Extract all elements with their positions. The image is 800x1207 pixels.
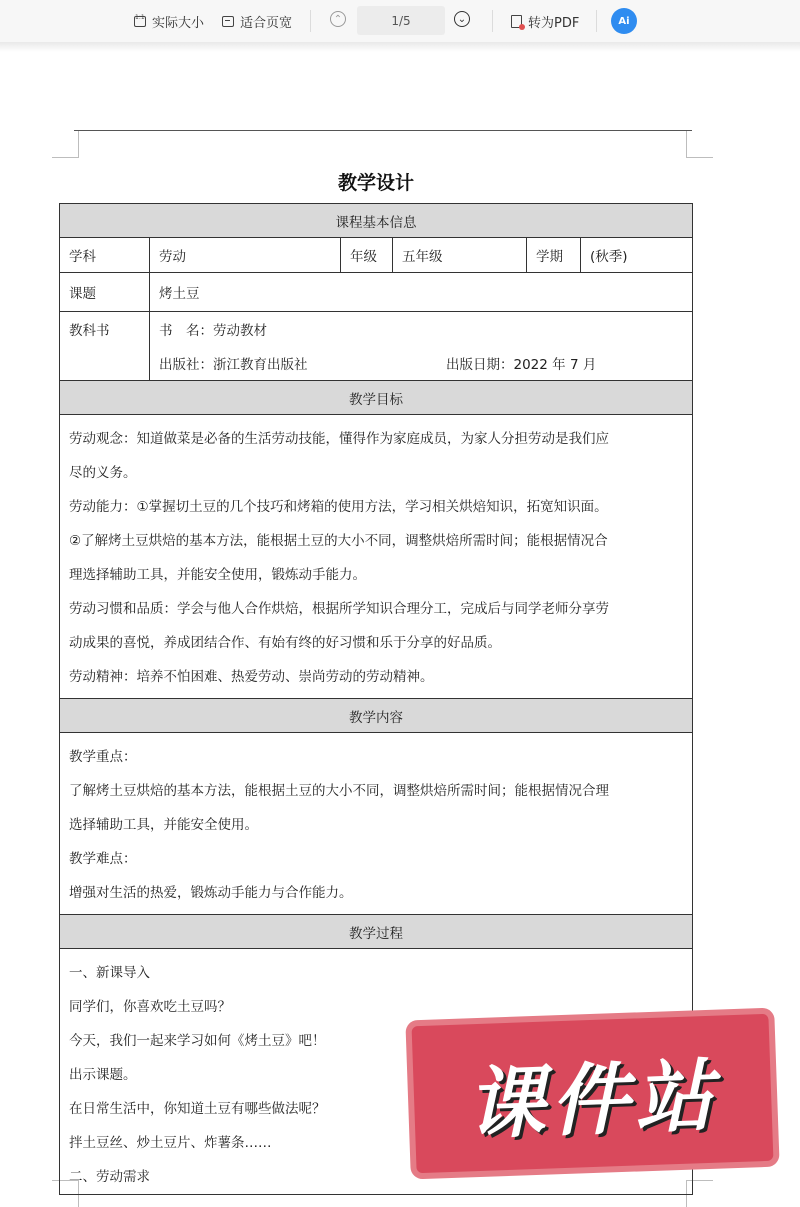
goals-line: 尽的义务。 [69,465,137,481]
section-header [60,699,692,733]
grade-label: 年级 [341,238,393,272]
convert-pdf-button[interactable] [511,10,579,32]
crop-mark [52,131,79,158]
page-shadow [0,42,800,52]
subject-value: 劳动 [150,238,341,272]
process-line: 拌土豆丝、炒土豆片、炸薯条…… [69,1135,272,1151]
topic-label: 课题 [60,273,150,311]
goals-line: 劳动能力：①掌握切土豆的几个技巧和烤箱的使用方法，学习相关烘焙知识，拓宽知识面。 [69,499,608,515]
grade-value: 五年级 [393,238,527,272]
content-line: 教学难点： [69,851,137,867]
toolbar-divider [310,10,311,32]
process-line: 在日常生活中，你知道土豆有哪些做法呢？ [69,1101,326,1117]
ai-icon: Ai [618,15,630,27]
topic-value: 烤土豆 [159,286,200,302]
content-line: 选择辅助工具，并能安全使用。 [69,817,258,833]
watermark-stamp [412,1014,774,1173]
goals-body [60,415,692,699]
prev-page-button[interactable] [330,11,346,27]
chevron-down-icon: ⌄ [457,13,467,25]
watermark-text: 课件站 [465,1051,721,1150]
basic-info-header: 课程基本信息 [335,214,417,231]
goals-line: 劳动习惯和品质：学会与他人合作烘焙，根据所学知识合理分工，完成后与同学老师分享劳 [69,601,609,617]
subject-label: 学科 [60,238,150,272]
chevron-up-icon: ⌃ [333,13,343,25]
process-line: 今天，我们一起来学习如何《烤土豆》吧！ [69,1033,326,1049]
pdf-icon [511,15,522,28]
goals-line: 劳动精神：培养不怕困难、热爱劳动、崇尚劳动的劳动精神。 [69,669,434,685]
next-page-button[interactable] [454,11,470,27]
page-indicator[interactable] [357,6,445,35]
goals-text [60,422,618,694]
content-line: 教学重点： [69,749,137,765]
process-text [60,956,335,1194]
table-row [60,312,692,381]
fit-width-button[interactable] [222,10,292,32]
crop-mark [686,131,713,158]
fit-width-label: 适合页宽 [240,15,293,31]
fit-width-icon [222,16,234,27]
ai-assistant-button[interactable] [611,8,637,34]
actual-size-label: 实际大小 [152,15,205,31]
process-line: 出示课题。 [69,1067,137,1083]
content-body [60,733,692,915]
goals-line: 动成果的喜悦，养成团结合作、有始有终的好习惯和乐于分享的好品质。 [69,635,501,651]
table-row [60,238,692,273]
section-header [60,381,692,415]
header-rule [74,130,692,131]
term-label: 学期 [527,238,581,272]
textbook-info [150,312,692,380]
table-row [60,273,692,312]
publisher-line [159,353,683,373]
goals-header: 教学目标 [349,391,403,408]
process-header: 教学过程 [349,925,403,942]
publisher: 出版社：浙江教育出版社 [159,357,308,373]
section-header [60,915,692,949]
document-title: 教学设计 [337,172,414,194]
toolbar-divider [492,10,493,32]
toolbar-divider [596,10,597,32]
content-line: 增强对生活的热爱，锻炼动手能力与合作能力。 [69,885,353,901]
process-line: 二、劳动需求 [69,1169,150,1185]
convert-pdf-label: 转为PDF [528,15,580,31]
process-line: 同学们，你喜欢吃土豆吗？ [69,999,231,1015]
content-header: 教学内容 [349,709,403,726]
viewer-toolbar [0,0,800,43]
goals-line: 理选择辅助工具，并能安全使用，锻炼动手能力。 [69,567,366,583]
page-number: 1/5 [391,13,411,28]
content-text [60,740,618,910]
actual-size-icon [134,16,146,27]
book-name: 书 名：劳动教材 [159,323,267,339]
actual-size-button[interactable] [134,10,204,32]
section-header [60,204,692,238]
goals-line: ②了解烤土豆烘焙的基本方法，能根据土豆的大小不同，调整烘焙所需时间；能根据情况合 [69,533,608,549]
term-value: (秋季) [590,249,628,265]
goals-line: 劳动观念：知道做菜是必备的生活劳动技能，懂得作为家庭成员，为家人分担劳动是我们应 [69,431,609,447]
content-line: 了解烤土豆烘焙的基本方法，能根据土豆的大小不同，调整烘焙所需时间；能根据情况合理 [69,783,609,799]
publish-date: 出版日期：2022 年 7 月 [446,357,597,373]
process-line: 一、新课导入 [69,965,150,981]
textbook-label: 教科书 [60,312,150,380]
